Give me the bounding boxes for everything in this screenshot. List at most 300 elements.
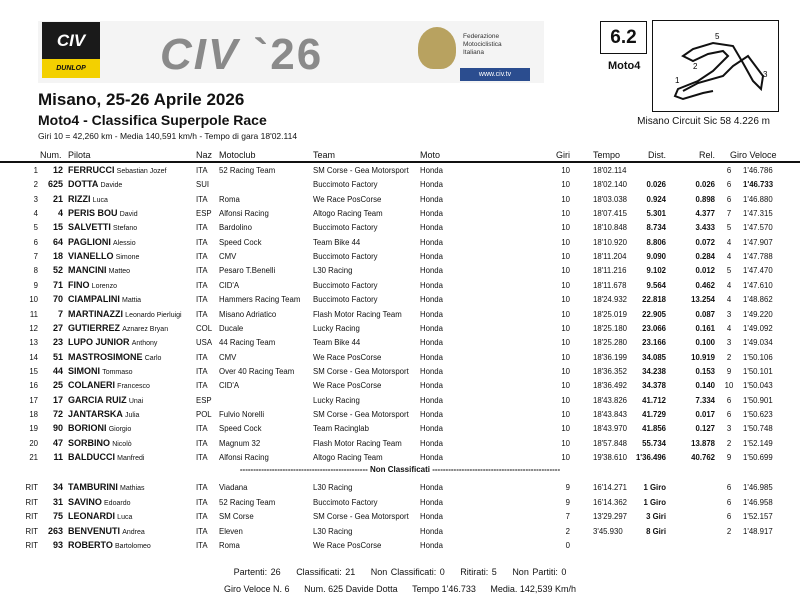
laps: 10 bbox=[561, 266, 570, 276]
gap-previous: 13.878 bbox=[691, 438, 715, 448]
rider-name bbox=[68, 539, 151, 553]
gap-previous: 0.127 bbox=[695, 424, 715, 434]
total-time: 18'57.848 bbox=[593, 438, 628, 448]
total-time: 19'38.610 bbox=[593, 453, 628, 462]
gap-first: 3 Giri bbox=[646, 512, 666, 522]
rider-number: 75 bbox=[52, 511, 63, 522]
team: We Race PosCorse bbox=[313, 541, 382, 551]
motoclub: Magnum 32 bbox=[219, 438, 261, 448]
position: 16 bbox=[29, 381, 38, 391]
table-row bbox=[0, 293, 800, 306]
fastest-lap-number: 6 bbox=[726, 395, 732, 405]
total-time: 18'02.114 bbox=[593, 166, 627, 175]
fastest-lap-time: 1'47.610 bbox=[743, 280, 773, 290]
rider-name bbox=[68, 322, 168, 336]
table-row bbox=[0, 264, 800, 277]
table-row bbox=[0, 451, 800, 464]
fastest-lap-time: 1'46.786 bbox=[743, 166, 773, 175]
civ26-logo-text: CIV bbox=[160, 30, 240, 79]
position: 5 bbox=[33, 223, 38, 233]
rider-name bbox=[68, 422, 131, 436]
race-title: Moto4 - Classifica Superpole Race bbox=[38, 112, 267, 128]
table-row bbox=[0, 236, 800, 249]
fastest-lap-time: 1'46.958 bbox=[743, 497, 773, 507]
team: Altogo Racing Team bbox=[313, 209, 383, 219]
fastest-lap-time: 1'47.570 bbox=[743, 223, 773, 233]
bike: Honda bbox=[420, 381, 443, 391]
team: We Race PosCorse bbox=[313, 194, 382, 204]
gap-previous: 3.433 bbox=[695, 223, 715, 233]
fastest-lap-number: 4 bbox=[726, 295, 732, 305]
rider-firstname: Carlo bbox=[144, 354, 162, 362]
rider-firstname: Julia bbox=[125, 411, 140, 419]
gap-first: 9.090 bbox=[646, 252, 666, 262]
fastest-lap-number: 4 bbox=[726, 323, 732, 333]
gap-first: 8 Giri bbox=[646, 526, 666, 536]
position: 11 bbox=[29, 309, 38, 319]
team: L30 Racing bbox=[313, 266, 353, 276]
team: Buccimoto Factory bbox=[313, 223, 378, 233]
circuit-info: Misano Circuit Sic 58 4.226 m bbox=[637, 116, 770, 127]
fmi-emblem-icon bbox=[418, 27, 456, 69]
position: RIT bbox=[25, 526, 38, 536]
total-time: 18'25.180 bbox=[593, 323, 628, 333]
gap-first: 1'36.496 bbox=[635, 453, 666, 462]
turn-label: 5 bbox=[715, 32, 720, 41]
total-time: 3'45.930 bbox=[593, 526, 623, 536]
rider-number: 25 bbox=[52, 380, 63, 391]
laps: 9 bbox=[565, 497, 570, 507]
rider-firstname: Bartolomeo bbox=[115, 543, 151, 551]
laps: 2 bbox=[565, 526, 570, 536]
rider-surname: BORIONI bbox=[68, 423, 107, 434]
total-time: 18'10.848 bbox=[593, 223, 628, 233]
bike: Honda bbox=[420, 194, 443, 204]
document-code: 6.2 bbox=[600, 21, 647, 54]
table-row bbox=[0, 379, 800, 392]
bike: Honda bbox=[420, 352, 443, 362]
motoclub: Misano Adriatico bbox=[219, 309, 277, 319]
rider-surname: LUPO JUNIOR bbox=[68, 337, 130, 348]
website-link[interactable]: www.civ.tv bbox=[460, 68, 530, 81]
civ26-year: `26 bbox=[253, 30, 324, 79]
summary-line bbox=[0, 567, 800, 577]
fmi-line: Italiana bbox=[463, 49, 484, 56]
fastest-lap-time: 1'52.157 bbox=[743, 512, 773, 522]
rider-number: 31 bbox=[52, 496, 63, 507]
fastest-lap-time: 1'49.034 bbox=[743, 338, 773, 348]
rider-firstname: David bbox=[119, 211, 138, 219]
gap-previous: 0.026 bbox=[695, 180, 715, 190]
fastest-lap-number: 7 bbox=[726, 209, 732, 219]
rider-number: 93 bbox=[52, 540, 63, 551]
laps: 10 bbox=[561, 180, 570, 190]
table-row bbox=[0, 394, 800, 407]
dunlop-logo: DUNLOP bbox=[42, 59, 100, 78]
col-giro-veloce: Giro Veloce bbox=[730, 150, 777, 160]
col-dist: Dist. bbox=[648, 150, 666, 160]
gap-first: 41.729 bbox=[642, 409, 666, 419]
nationality: COL bbox=[196, 323, 213, 333]
rider-surname: BENVENUTI bbox=[68, 525, 121, 536]
fastest-lap-time: 1'47.907 bbox=[743, 237, 773, 247]
bike: Honda bbox=[420, 366, 443, 376]
rider-surname: FINO bbox=[68, 279, 90, 290]
motoclub: Fulvio Norelli bbox=[219, 409, 265, 419]
gap-previous: 10.919 bbox=[691, 352, 715, 362]
gap-first: 55.734 bbox=[642, 438, 666, 448]
laps: 10 bbox=[561, 295, 570, 305]
rider-name bbox=[68, 496, 130, 510]
bike: Honda bbox=[420, 338, 443, 348]
rider-number: 72 bbox=[52, 408, 63, 419]
table-row bbox=[0, 279, 800, 292]
rider-number: 51 bbox=[52, 351, 63, 362]
total-time: 18'24.932 bbox=[593, 295, 628, 305]
nationality: ITA bbox=[196, 497, 208, 507]
nationality: ITA bbox=[196, 424, 208, 434]
rider-name bbox=[68, 221, 137, 235]
rider-firstname: Leonardo Pierluigi bbox=[125, 311, 182, 319]
bike: Honda bbox=[420, 483, 443, 492]
total-time: 18'36.492 bbox=[593, 381, 628, 391]
rider-firstname: Davide bbox=[100, 182, 123, 190]
fastest-lap-time: Tempo 1'46.733 bbox=[412, 584, 476, 594]
team: Team Racinglab bbox=[313, 424, 369, 434]
gap-previous: 40.762 bbox=[691, 453, 715, 462]
gap-previous: 0.284 bbox=[695, 252, 715, 262]
fastest-lap-time: 1'47.315 bbox=[743, 209, 773, 219]
fastest-lap-number: 6 bbox=[726, 497, 732, 507]
fastest-lap-number: 4 bbox=[726, 280, 732, 290]
fastest-lap-time: 1'49.220 bbox=[743, 309, 773, 319]
fastest-lap-time: 1'46.985 bbox=[743, 483, 773, 492]
laps: 10 bbox=[561, 309, 570, 319]
gap-previous: 0.161 bbox=[695, 323, 715, 333]
bike: Honda bbox=[420, 395, 443, 405]
rider-surname: BALDUCCI bbox=[68, 452, 115, 462]
gap-first: 9.102 bbox=[646, 266, 666, 276]
fastest-lap-number: 9 bbox=[726, 453, 732, 462]
fastest-lap-time: 1'49.092 bbox=[743, 323, 773, 333]
rider-name bbox=[68, 164, 166, 178]
nationality: ESP bbox=[196, 395, 212, 405]
rider-firstname: Mattia bbox=[122, 297, 142, 305]
turn-label: 1 bbox=[675, 76, 680, 85]
total-time: 18'11.204 bbox=[593, 252, 627, 262]
position: 3 bbox=[33, 194, 38, 204]
team: Flash Motor Racing Team bbox=[313, 438, 402, 448]
civ-logo: CIV bbox=[42, 22, 100, 59]
bike: Honda bbox=[420, 223, 443, 233]
gap-first: 34.378 bbox=[642, 381, 666, 391]
motoclub: Bardolino bbox=[219, 223, 252, 233]
position: 9 bbox=[33, 280, 38, 290]
rider-name bbox=[68, 250, 139, 264]
gap-first: 41.712 bbox=[642, 395, 666, 405]
position: RIT bbox=[25, 483, 38, 492]
class-label: Moto4 bbox=[608, 60, 641, 72]
team: SM Corse - Gea Motorsport bbox=[313, 409, 409, 419]
rider-number: 15 bbox=[52, 222, 63, 233]
rider-number: 52 bbox=[52, 265, 63, 276]
bike: Honda bbox=[420, 166, 443, 175]
laps: 10 bbox=[561, 323, 570, 333]
rider-firstname: Alessio bbox=[113, 239, 136, 247]
bike: Honda bbox=[420, 526, 443, 536]
position: 15 bbox=[29, 366, 38, 376]
table-row bbox=[0, 539, 800, 552]
bike: Honda bbox=[420, 541, 443, 551]
rider-firstname: Andrea bbox=[122, 528, 145, 536]
bike: Honda bbox=[420, 295, 443, 305]
bike: Honda bbox=[420, 438, 443, 448]
fastest-lap-number: 3 bbox=[726, 424, 732, 434]
fastest-lap-number: 2 bbox=[726, 438, 732, 448]
non-starters: Non Partiti: 0 bbox=[512, 567, 567, 577]
rider-surname: VIANELLO bbox=[68, 251, 114, 262]
position: 12 bbox=[29, 323, 38, 333]
bike: Honda bbox=[420, 266, 443, 276]
position: 2 bbox=[33, 180, 38, 190]
rider-firstname: Aznarez Bryan bbox=[122, 325, 169, 333]
track-map-icon bbox=[653, 21, 778, 111]
rider-surname: SALVETTI bbox=[68, 222, 111, 233]
bike: Honda bbox=[420, 323, 443, 333]
fastest-lap-time: 1'47.470 bbox=[743, 266, 773, 276]
laps: 7 bbox=[565, 512, 570, 522]
gap-previous: 0.087 bbox=[695, 309, 715, 319]
laps: 10 bbox=[561, 424, 570, 434]
laps: 10 bbox=[561, 366, 570, 376]
track-map bbox=[652, 20, 779, 112]
rider-firstname: Sebastian Jozef bbox=[116, 168, 167, 175]
nationality: ITA bbox=[196, 309, 208, 319]
nationality: ITA bbox=[196, 512, 208, 522]
bike: Honda bbox=[420, 252, 443, 262]
rider-number: 71 bbox=[52, 279, 63, 290]
civ-dunlop-logo bbox=[42, 22, 100, 78]
motoclub: CMV bbox=[219, 252, 237, 262]
rider-name bbox=[68, 379, 150, 393]
fastest-lap-number: 6 bbox=[726, 166, 732, 175]
rider-number: 44 bbox=[52, 365, 63, 376]
team: Altogo Racing Team bbox=[313, 453, 383, 462]
rider-name bbox=[68, 279, 117, 293]
rider-number: 64 bbox=[52, 236, 63, 247]
col-rel: Rel. bbox=[698, 150, 715, 160]
rider-name bbox=[68, 308, 182, 322]
rider-surname: RIZZI bbox=[68, 193, 91, 204]
fastest-lap-time: 1'50.043 bbox=[743, 381, 773, 391]
table-row bbox=[0, 178, 800, 191]
rider-number: 18 bbox=[52, 251, 63, 262]
motoclub: Alfonsi Racing bbox=[219, 453, 269, 462]
rider-firstname: Tommaso bbox=[102, 368, 133, 376]
rider-name bbox=[68, 336, 157, 350]
fastest-lap-number: 10 bbox=[724, 381, 734, 391]
nationality: ITA bbox=[196, 252, 208, 262]
total-time: 18'25.019 bbox=[593, 309, 628, 319]
rider-firstname: Simone bbox=[115, 254, 140, 262]
col-moto: Moto bbox=[420, 150, 441, 160]
team: SM Corse - Gea Motorsport bbox=[313, 512, 409, 522]
col-team: Team bbox=[313, 150, 336, 160]
motoclub: SM Corse bbox=[219, 512, 254, 522]
event-title: Misano, 25-26 Aprile 2026 bbox=[38, 90, 245, 109]
rider-number: 34 bbox=[52, 482, 63, 492]
nationality: ITA bbox=[196, 223, 208, 233]
team: Buccimoto Factory bbox=[313, 280, 378, 290]
motoclub: CMV bbox=[219, 352, 237, 362]
table-header bbox=[0, 149, 800, 163]
total-time: 18'11.216 bbox=[593, 266, 627, 276]
laps: 10 bbox=[561, 338, 570, 348]
rider-name bbox=[68, 394, 143, 408]
total-time: 13'29.297 bbox=[593, 512, 628, 522]
rider-name bbox=[68, 510, 132, 524]
position: 10 bbox=[29, 295, 38, 305]
rider-surname: SIMONI bbox=[68, 365, 101, 376]
gap-first: 5.301 bbox=[646, 209, 666, 219]
total-time: 18'25.280 bbox=[593, 338, 628, 348]
rider-firstname: Unai bbox=[128, 397, 144, 405]
gap-first: 1 Giro bbox=[643, 483, 666, 492]
position: RIT bbox=[25, 512, 38, 522]
rider-name bbox=[68, 293, 141, 307]
fastest-lap-number: 6 bbox=[726, 180, 732, 190]
nationality: ESP bbox=[196, 209, 212, 219]
gap-first: 22.905 bbox=[642, 309, 666, 319]
rider-firstname: Anthony bbox=[131, 340, 158, 348]
motoclub: Roma bbox=[219, 194, 240, 204]
nationality: ITA bbox=[196, 194, 208, 204]
table-row bbox=[0, 351, 800, 364]
laps: 10 bbox=[561, 166, 570, 175]
position: 1 bbox=[33, 166, 38, 175]
motoclub: Alfonsi Racing bbox=[219, 209, 269, 219]
gap-first: 0.026 bbox=[646, 180, 666, 190]
total-time: 18'36.352 bbox=[593, 366, 628, 376]
rider-name bbox=[68, 365, 133, 379]
fmi-line: Motociclistica bbox=[463, 41, 502, 48]
fastest-lap-time: 1'50.699 bbox=[743, 453, 773, 462]
gap-first: 23.066 bbox=[642, 323, 666, 333]
rider-firstname: Stefano bbox=[113, 225, 138, 233]
rider-firstname: Matteo bbox=[108, 268, 131, 276]
rider-number: 12 bbox=[52, 165, 63, 175]
position: 6 bbox=[33, 237, 38, 247]
gap-first: 8.806 bbox=[646, 237, 666, 247]
position: 20 bbox=[29, 438, 38, 448]
fastest-lap-number: 9 bbox=[726, 366, 732, 376]
fastest-lap-time: 1'50.623 bbox=[743, 409, 773, 419]
position: 7 bbox=[33, 252, 38, 262]
table-row bbox=[0, 207, 800, 220]
fastest-lap-speed: Media. 142,539 Km/h bbox=[490, 584, 576, 594]
race-info: Giri 10 = 42,260 km - Media 140,591 km/h - Tempo di gara 18'02.114 bbox=[38, 131, 298, 141]
col-pilota: Pilota bbox=[68, 150, 91, 160]
rider-number: 4 bbox=[57, 208, 63, 219]
rider-surname: PERIS BOU bbox=[68, 208, 118, 219]
nationality: POL bbox=[196, 409, 212, 419]
team: Team Bike 44 bbox=[313, 338, 361, 348]
table-row bbox=[0, 250, 800, 263]
position: 13 bbox=[29, 338, 38, 348]
rider-firstname: Luca bbox=[92, 196, 108, 204]
fastest-lap-time: 1'48.917 bbox=[743, 526, 773, 536]
gap-previous: 0.017 bbox=[695, 409, 715, 419]
bike: Honda bbox=[420, 512, 443, 522]
table-row bbox=[0, 481, 800, 494]
total-time: 18'03.038 bbox=[593, 194, 628, 204]
fastest-lap-number: 4 bbox=[726, 237, 732, 247]
bike: Honda bbox=[420, 453, 443, 462]
laps: 10 bbox=[561, 453, 570, 462]
team: Lucky Racing bbox=[313, 395, 360, 405]
motoclub: Speed Cock bbox=[219, 424, 262, 434]
laps: 10 bbox=[561, 209, 570, 219]
motoclub: 52 Racing Team bbox=[219, 497, 276, 507]
fastest-lap-time: 1'50.106 bbox=[743, 352, 773, 362]
total-time: 18'43.843 bbox=[593, 409, 628, 419]
rider-surname: LEONARDI bbox=[68, 511, 115, 522]
rider-surname: SORBINO bbox=[68, 437, 111, 448]
bike: Honda bbox=[420, 180, 443, 190]
total-time: 18'10.920 bbox=[593, 237, 628, 247]
table-row bbox=[0, 510, 800, 523]
gap-first: 9.564 bbox=[646, 280, 666, 290]
laps: 0 bbox=[565, 541, 570, 551]
gap-first: 34.238 bbox=[642, 366, 666, 376]
rider-surname: GUTIERREZ bbox=[68, 322, 121, 333]
motoclub: 44 Racing Team bbox=[219, 338, 276, 348]
nationality: ITA bbox=[196, 166, 208, 175]
fastest-lap-number: 6 bbox=[726, 194, 732, 204]
table-row bbox=[0, 322, 800, 335]
nationality: ITA bbox=[196, 453, 208, 462]
rider-number: 11 bbox=[53, 452, 63, 462]
gap-previous: 0.153 bbox=[695, 366, 715, 376]
position: 21 bbox=[29, 453, 38, 462]
gap-previous: 13.254 bbox=[691, 295, 715, 305]
team: Team Bike 44 bbox=[313, 237, 361, 247]
rider-surname: COLANERI bbox=[68, 380, 115, 391]
rider-surname: PAGLIONI bbox=[68, 236, 111, 247]
table-row bbox=[0, 437, 800, 450]
turn-label: 3 bbox=[763, 70, 768, 79]
laps: 10 bbox=[561, 409, 570, 419]
laps: 10 bbox=[561, 252, 570, 262]
rider-number: 23 bbox=[52, 337, 63, 348]
total-time: 16'14.271 bbox=[593, 483, 628, 492]
gap-previous: 0.012 bbox=[695, 266, 715, 276]
rider-surname: TAMBURINI bbox=[68, 482, 118, 492]
nationality: ITA bbox=[196, 541, 208, 551]
position: 17 bbox=[29, 395, 38, 405]
gap-first: 34.085 bbox=[642, 352, 666, 362]
gap-first: 41.856 bbox=[642, 424, 666, 434]
gap-previous: 0.100 bbox=[695, 338, 715, 348]
motoclub: CID'A bbox=[219, 280, 240, 290]
fmi-text bbox=[463, 33, 502, 57]
non-classified-separator: ------------------------------------------------ Non Classificati ------------------------------------------------ bbox=[239, 465, 561, 474]
gap-previous: 7.334 bbox=[695, 395, 715, 405]
rider-number: 47 bbox=[52, 437, 63, 448]
gap-first: 1 Giro bbox=[643, 497, 666, 507]
team: Buccimoto Factory bbox=[313, 295, 378, 305]
total-time: 16'14.362 bbox=[593, 497, 628, 507]
